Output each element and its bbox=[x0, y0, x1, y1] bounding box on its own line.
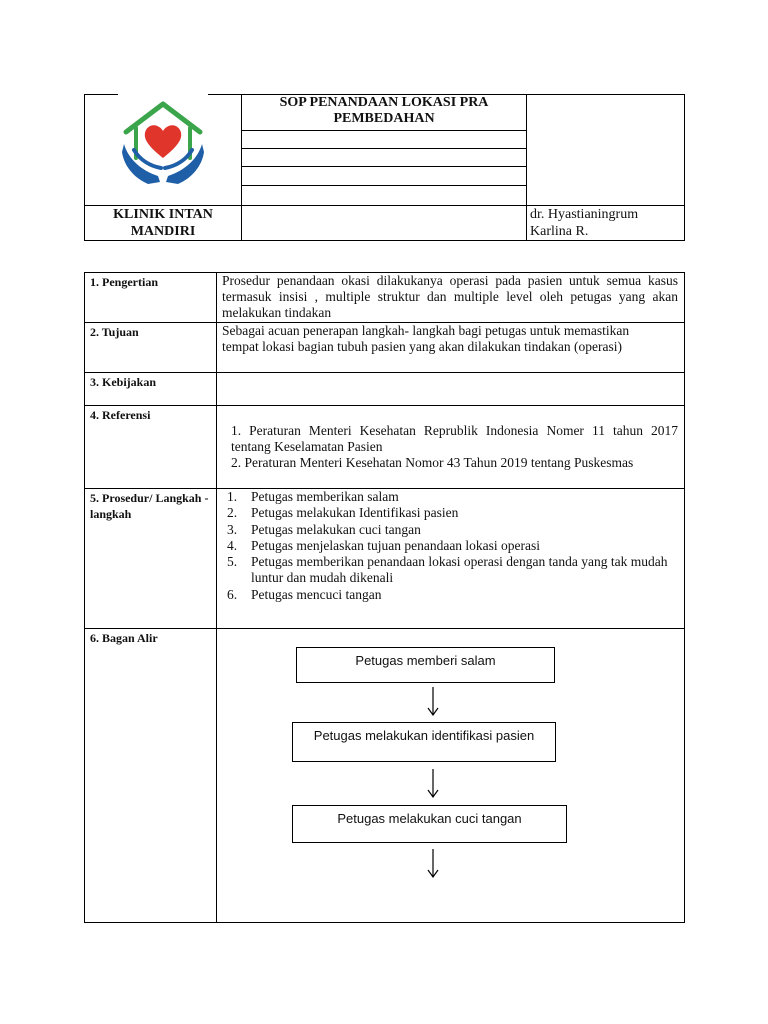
header-right-cell bbox=[526, 94, 685, 206]
step-number: 4. bbox=[227, 537, 238, 553]
step-text: Petugas melakukan Identifikasi pasien bbox=[251, 505, 459, 521]
flow-step-box: Petugas memberi salam bbox=[296, 647, 555, 683]
header-blank-line bbox=[241, 185, 527, 186]
sop-table-row-divider bbox=[84, 372, 685, 373]
referensi-item: 1. Peraturan Menteri Kesehatan Reprublik Indonesia Nomer 11 tahun 2017 tentang Keselamatan Pasien bbox=[231, 423, 678, 454]
step-text: Petugas memberikan penandaan lokasi operasi dengan tanda yang tak mudah luntur dan mudah dikenali bbox=[251, 554, 668, 586]
section-label-pengertian: 1. Pengertian bbox=[90, 275, 158, 289]
section-text-pengertian: Prosedur penandaan okasi dilakukanya operasi pada pasien untuk semua kasus termasuk insisi , multiple struktur dan multiple level oleh petugas yang akan melakukan tindakan bbox=[222, 273, 678, 320]
sop-table-column-divider bbox=[216, 272, 217, 923]
section-label-tujuan: 2. Tujuan bbox=[90, 325, 139, 339]
step-text: Petugas mencuci tangan bbox=[251, 586, 382, 602]
flow-arrow-down-icon bbox=[425, 686, 441, 718]
section-label-referensi: 4. Referensi bbox=[90, 408, 151, 422]
step-number: 1. bbox=[227, 489, 238, 504]
flow-step-box: Petugas melakukan cuci tangan bbox=[292, 805, 567, 843]
prosedur-step bbox=[227, 522, 679, 538]
header-blank-line bbox=[241, 166, 527, 167]
step-number: 2. bbox=[227, 505, 238, 521]
header-empty-cell bbox=[241, 205, 527, 241]
clinic-name: KLINIK INTAN MANDIRI bbox=[113, 207, 213, 239]
step-number: 6. bbox=[227, 586, 238, 602]
step-text: Petugas menjelaskan tujuan penandaan lokasi operasi bbox=[251, 537, 541, 553]
step-number: 3. bbox=[227, 521, 238, 537]
header-blank-line bbox=[241, 148, 527, 149]
step-number: 5. bbox=[227, 554, 238, 570]
clinic-logo bbox=[118, 98, 208, 186]
section-label-kebijakan: 3. Kebijakan bbox=[90, 375, 157, 389]
prosedur-steps bbox=[227, 489, 679, 603]
section-label-bagan-alir: 6. Bagan Alir bbox=[90, 631, 158, 645]
referensi-list bbox=[231, 423, 678, 471]
section-text-tujuan: Sebagai acuan penerapan langkah- langkah bagi petugas untuk memastikan tempat lokasi bagian tubuh pasien yang akan dilakukan tindakan (operasi) bbox=[222, 323, 630, 354]
step-text: Petugas melakukan cuci tangan bbox=[251, 521, 421, 537]
header-logo-gap bbox=[118, 92, 208, 96]
prosedur-step bbox=[227, 489, 679, 505]
prosedur-step bbox=[227, 587, 679, 603]
step-text: Petugas memberikan salam bbox=[251, 489, 399, 504]
prosedur-step bbox=[227, 538, 679, 554]
referensi-item: 2. Peraturan Menteri Kesehatan Nomor 43 Tahun 2019 tentang Puskesmas bbox=[231, 455, 634, 470]
flow-arrow-down-icon bbox=[425, 848, 441, 880]
section-label-prosedur: 5. Prosedur/ Langkah - langkah bbox=[90, 491, 209, 521]
document-title: SOP PENANDAAN LOKASI PRA PEMBEDAHAN bbox=[279, 95, 489, 126]
prosedur-step bbox=[227, 505, 679, 521]
doctor-name: dr. Hyastianingrum Karlina R. bbox=[530, 207, 639, 239]
flow-arrow-down-icon bbox=[425, 768, 441, 800]
prosedur-step bbox=[227, 554, 679, 587]
sop-table-row-divider bbox=[84, 628, 685, 629]
flow-step-box: Petugas melakukan identifikasi pasien bbox=[292, 722, 556, 762]
header-divider bbox=[241, 130, 242, 206]
sop-table-row-divider bbox=[84, 405, 685, 406]
